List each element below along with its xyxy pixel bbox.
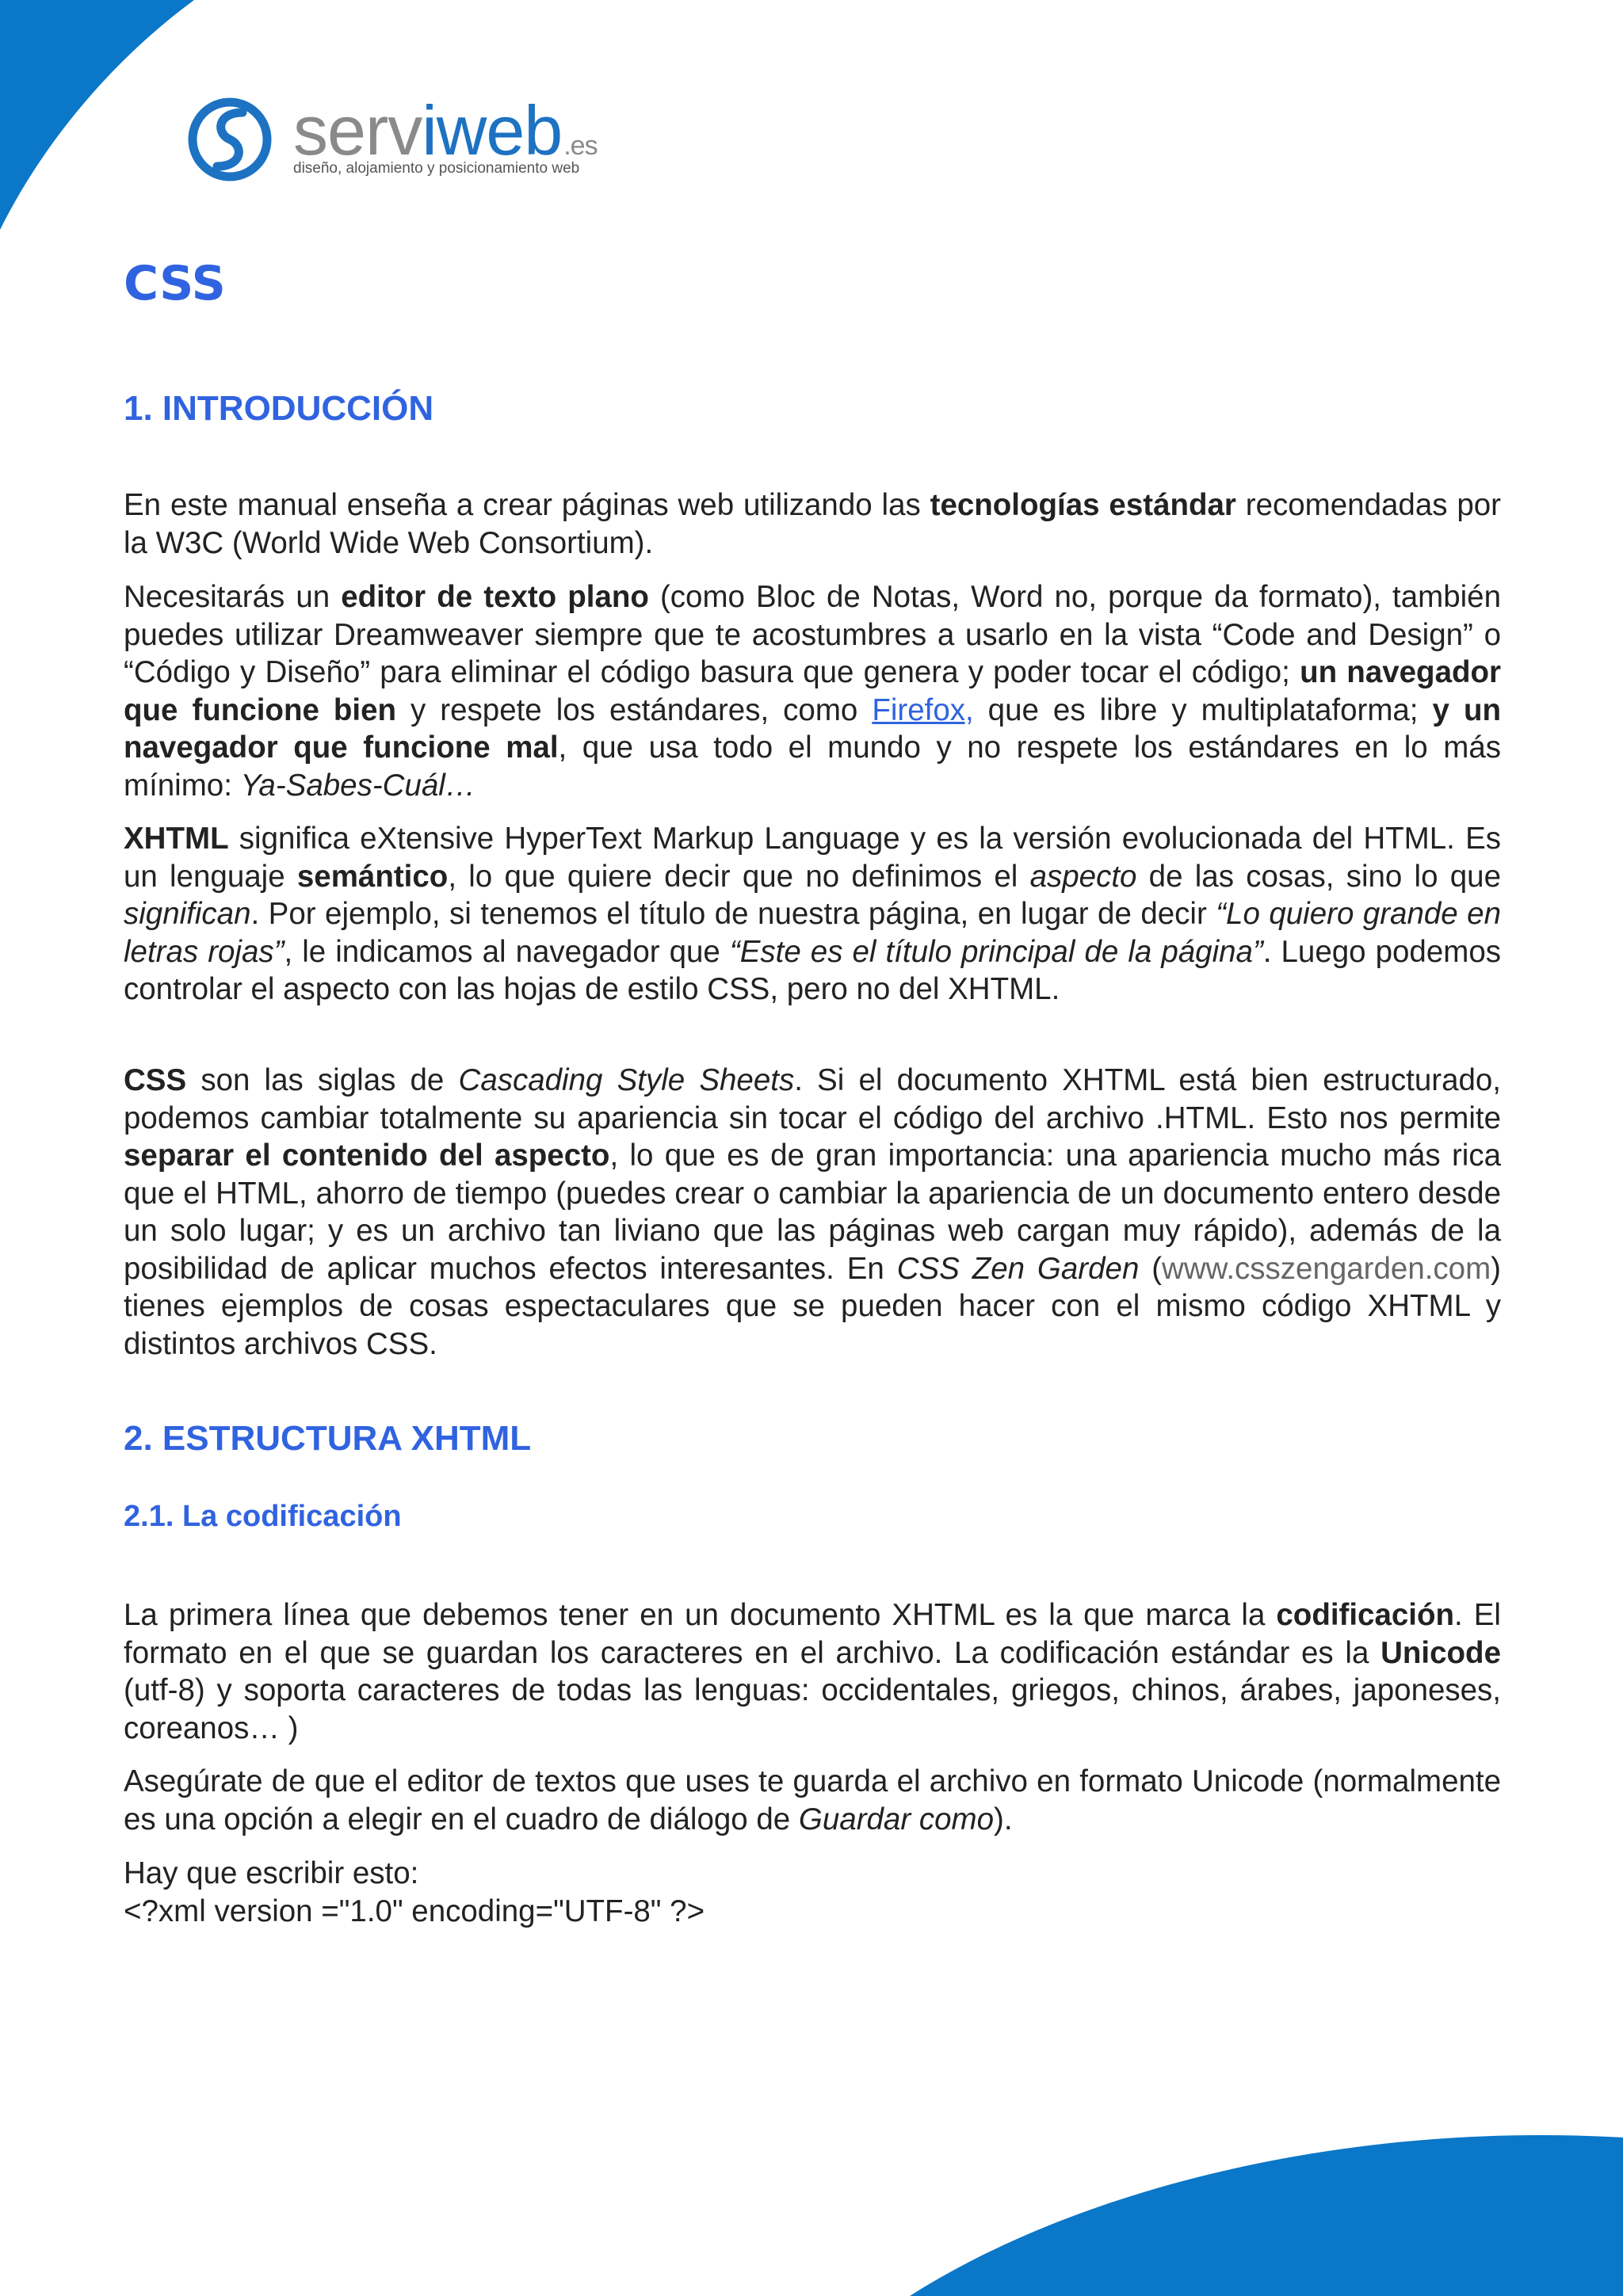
serviweb-logo: [187, 91, 647, 190]
logo-tagline: diseño, alojamiento y posicionamiento web: [293, 160, 580, 177]
logo-wordmark: serviweb.es: [293, 91, 598, 170]
serviweb-logo-icon: [187, 95, 273, 184]
intro-paragraph-3: XHTML significa eXtensive HyperText Markup Language y es la versión evolucionada del HTML. Es un lenguaje semántico, lo que quiere decir que no definimos el aspecto de las cosas, sino lo que significan. Por ejemplo, si tenemos el título de nuestra página, en lugar de decir “Lo quiero grande en letras rojas”, le indicamos al navegador que “Este es el título principal de la página”. Luego podemos controlar el aspecto con las hojas de estilo CSS, pero no del XHTML.: [124, 822, 1501, 1006]
xml-declaration-code: <?xml version ="1.0" encoding="UTF-8" ?>: [124, 1894, 705, 1928]
document-title: CSS: [124, 256, 226, 311]
section-heading-estructura-xhtml: 2. ESTRUCTURA XHTML: [124, 1419, 532, 1458]
top-left-corner-swoosh: [0, 0, 206, 238]
firefox-link[interactable]: Firefox,: [872, 692, 974, 727]
section-heading-introduccion: 1. INTRODUCCIÓN: [124, 389, 434, 428]
codificacion-paragraph-2: Asegúrate de que el editor de textos que uses te guarda el archivo en formato Unicode (normalmente es una opción a elegir en el cuadro de diálogo de Guardar como).: [124, 1764, 1501, 1836]
intro-paragraph-4: CSS son las siglas de Cascading Style Sheets. Si el documento XHTML está bien estructurado, podemos cambiar totalmente su apariencia sin tocar el código del archivo .HTML. Esto nos permite separar el contenido del aspecto, lo que es de gran importancia: una apariencia mucho más rica que el HTML, ahorro de tiempo (puedes crear o cambiar la apariencia de un documento entero desde un solo lugar; y es un archivo tan liviano que las páginas web cargan muy rápido), además de la posibilidad de aplicar muchos efectos interesantes. En CSS Zen Garden (www.csszengarden.com) tienes ejemplos de cosas espectaculares que se pueden hacer con el mismo código XHTML y distintos archivos CSS.: [124, 1063, 1502, 1361]
codificacion-paragraph-1: La primera línea que debemos tener en un documento XHTML es la que marca la codificación. El formato en el que se guardan los caracteres en el archivo. La codificación estándar es la Unicode (utf-8) y soporta caracteres de todas las lenguas: occidentales, griegos, chinos, árabes, japoneses, coreanos… ): [124, 1598, 1501, 1745]
intro-paragraph-2: Necesitarás un editor de texto plano (como Bloc de Notas, Word no, porque da formato), también puedes utilizar Dreamweaver siempre que te acostumbres a usarlo en la vista “Code and Design” o “Código y Diseño” para eliminar el código basura que genera y poder tocar el código; un navegador que funcione bien y respete los estándares, como Firefox, que es libre y multiplataforma; y un navegador que funcione mal, que usa todo el mundo y no respete los estándares en lo más mínimo: Ya-Sabes-Cuál…: [124, 580, 1501, 803]
subsection-heading-codificacion: 2.1. La codificación: [124, 1500, 402, 1533]
intro-paragraph-1: En este manual enseña a crear páginas web utilizando las tecnologías estándar recomendadas por la W3C (World Wide Web Consortium).: [124, 488, 1501, 560]
bottom-right-corner-swoosh: [910, 2122, 1623, 2296]
csszengarden-url[interactable]: www.csszengarden.com: [1162, 1251, 1491, 1286]
codificacion-paragraph-3: Hay que escribir esto: <?xml version ="1.0" encoding="UTF-8" ?>: [124, 1856, 705, 1928]
